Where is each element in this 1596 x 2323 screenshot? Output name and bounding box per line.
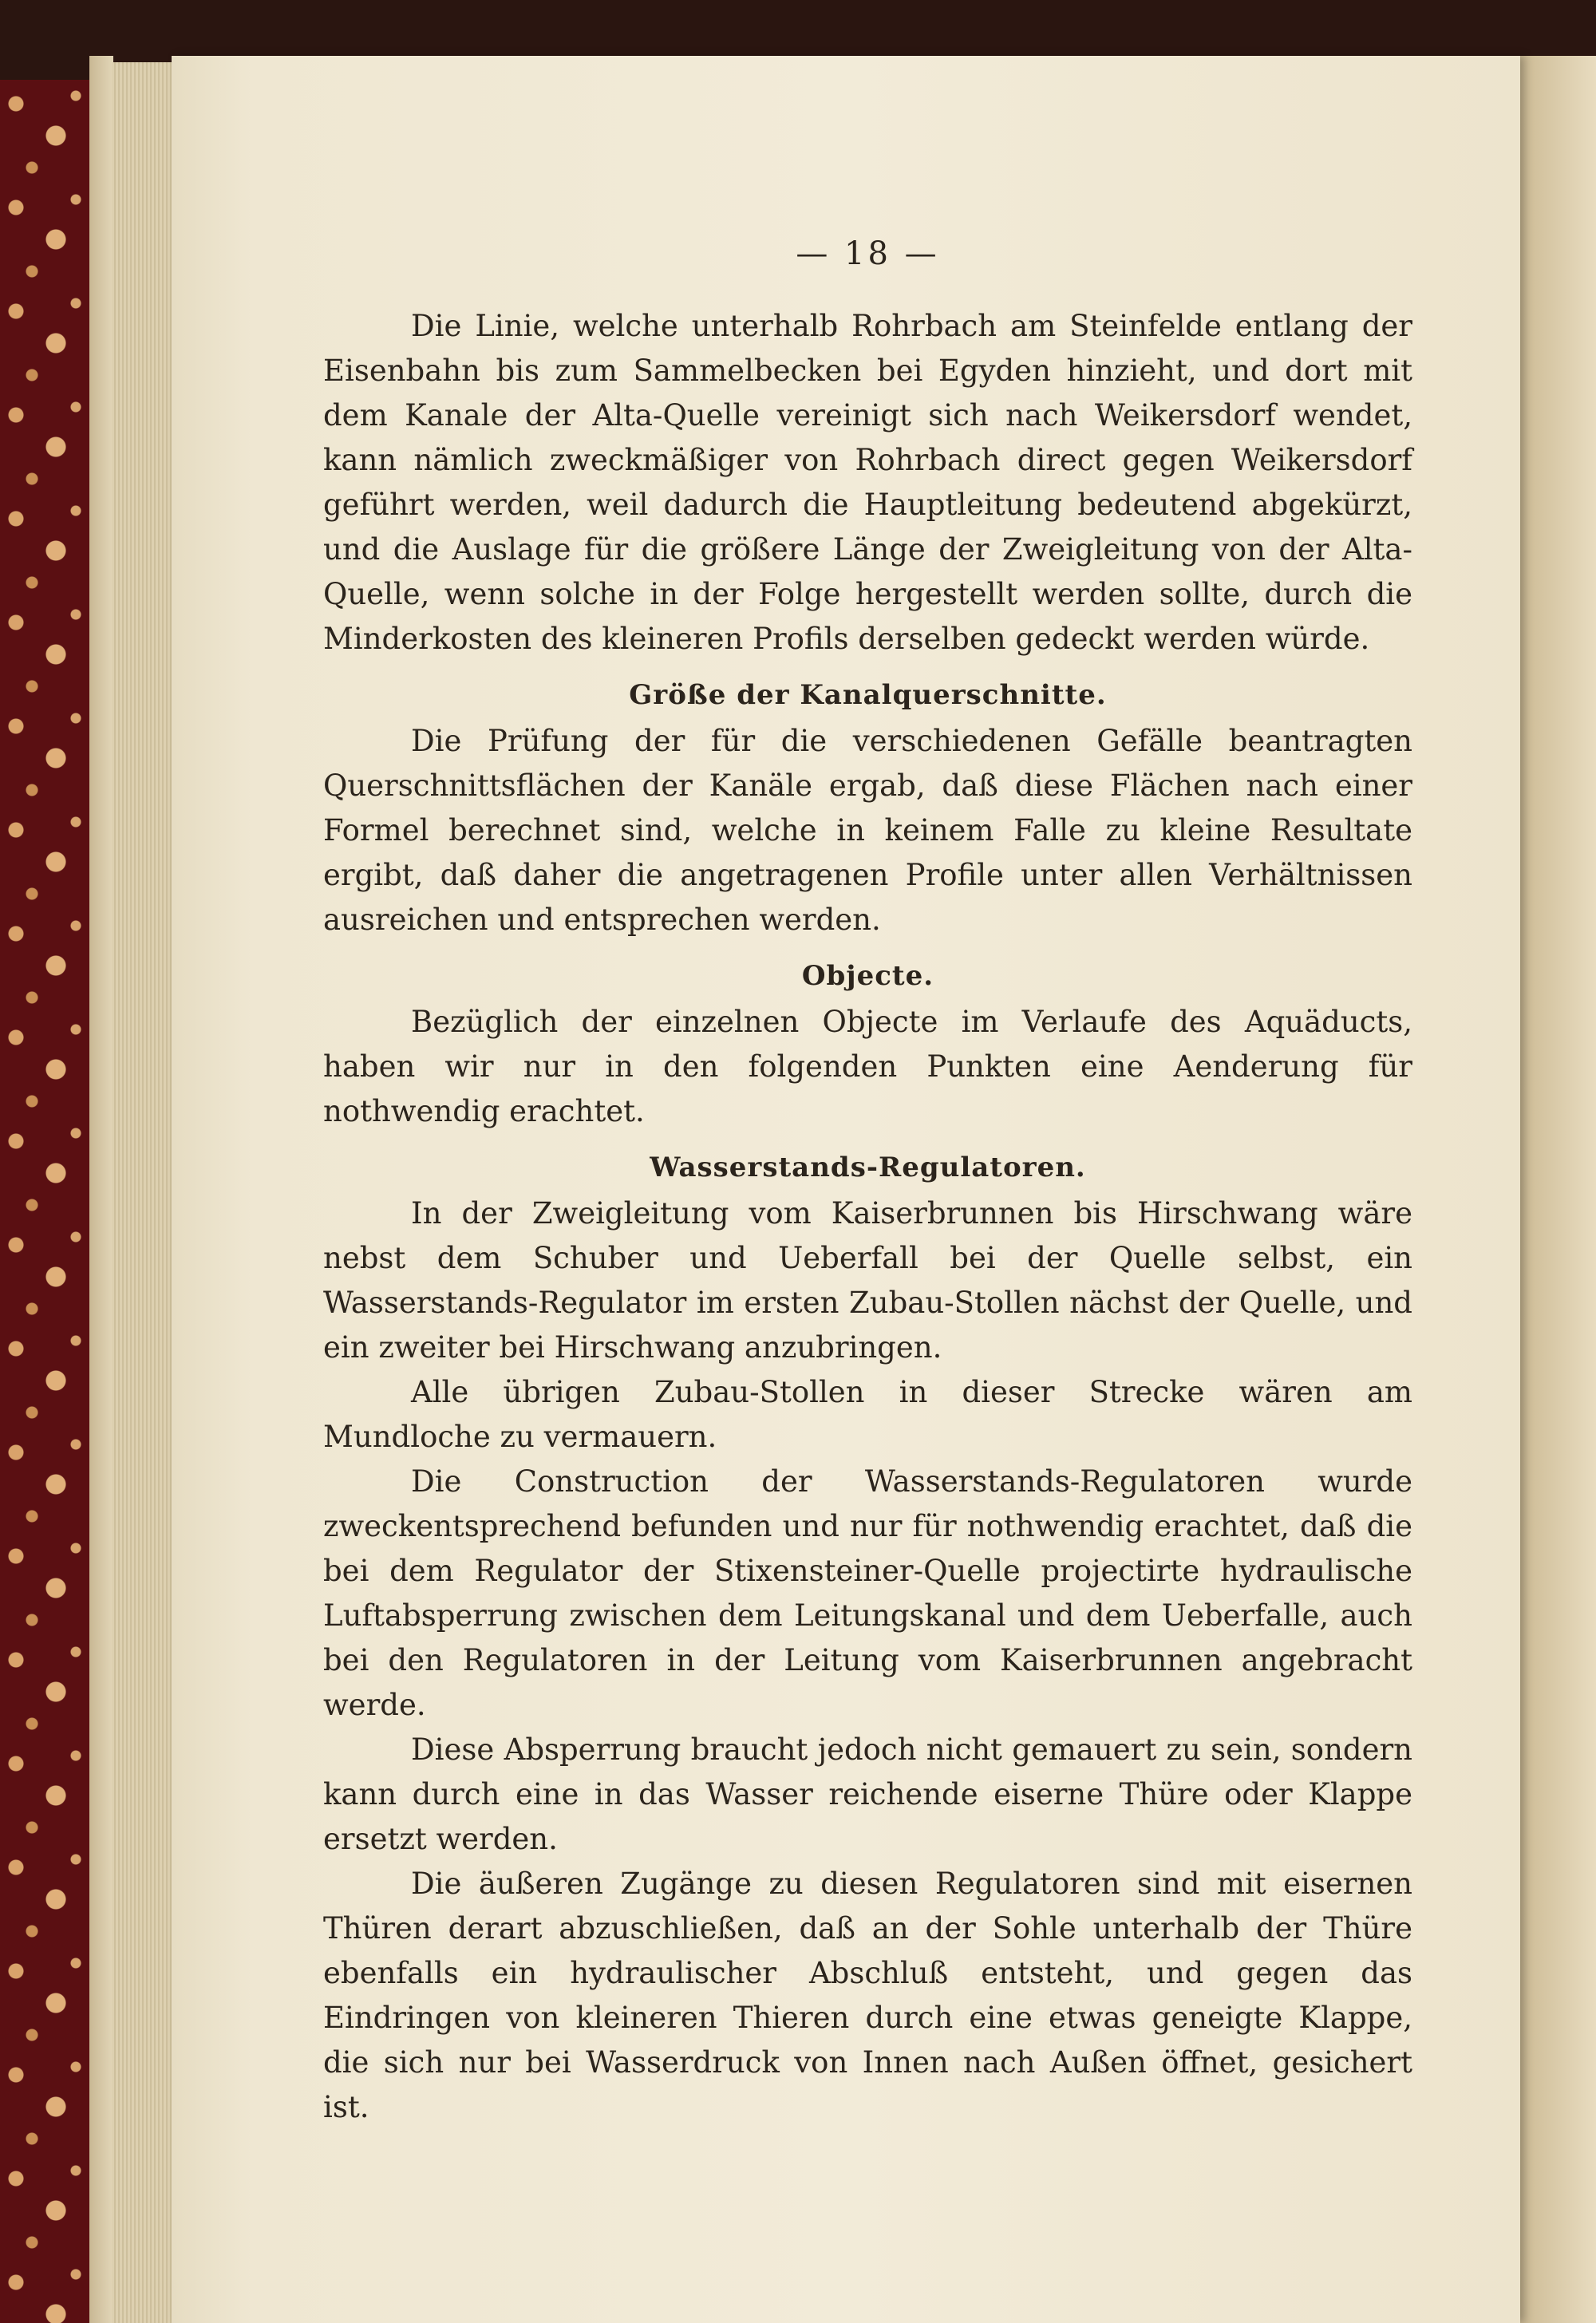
page-text — [323, 235, 1412, 2130]
paragraph-linie: Die Linie, welche unterhalb Rohrbach am Steinfelde entlang der Eisenbahn bis zum Sammelbecken bei Egyden hinzieht, und dort mit dem Kanale der Alta-Quelle vereinigt sich nach Weikersdorf wendet, kann nämlich zweckmäßiger von Rohrbach direct gegen Weikersdorf geführt werden, weil dadurch die Hauptleitung bedeutend abgekürzt, und die Auslage für die größere Länge der Zweigleitung von der Alta-Quelle, wenn solche in der Folge hergestellt werden sollte, durch die Minderkosten des kleineren Profils derselben gedeckt werden würde. — [323, 309, 1412, 656]
paragraph-construction: Die Construction der Wasserstands-Regulatoren wurde zweckentsprechend befunden und nur für nothwendig erachtet, daß die bei dem Regulator der Stixensteiner-Quelle projectirte hydraulische Luftabsperrung zwischen dem Leitungskanal und dem Ueberfalle, auch bei den Regulatoren in der Leitung vom Kaiserbrunnen angebracht werde. — [323, 1464, 1412, 1722]
paragraph-zugaenge: Die äußeren Zugänge zu diesen Regulatoren sind mit eisernen Thüren derart abzuschließen, daß an der Sohle unterhalb der Thüre ebenfalls ein hydraulischer Abschluß entsteht, und gegen das Eindringen von kleineren Thieren durch eine etwas geneigte Klappe, die sich nur bei Wasserdruck von Innen nach Außen öffnet, gesichert ist. — [323, 1867, 1412, 2124]
paragraph-absperrung: Diese Absperrung braucht jedoch nicht gemauert zu sein, sondern kann durch eine in das Wasser reichende eiserne Thüre oder Klappe ersetzt werden. — [323, 1732, 1412, 1856]
marbled-cover — [0, 80, 94, 2323]
paragraph-objecte: Bezüglich der einzelnen Objecte im Verlaufe des Aquäducts, haben wir nur in den folgenden Punkten eine Aenderung für nothwendig erachtet. — [323, 1005, 1412, 1128]
heading-kanalquerschnitte: Größe der Kanalquerschnitte. — [629, 679, 1107, 711]
heading-wasserstands-regulatoren: Wasserstands-Regulatoren. — [650, 1152, 1086, 1183]
right-page-edge — [1520, 56, 1596, 2323]
paragraph-zweigleitung: In der Zweigleitung vom Kaiserbrunnen bis Hirschwang wäre nebst dem Schuber und Ueberfall bei der Quelle selbst, ein Wasserstands-Regulator im ersten Zubau-Stollen nächst der Quelle, und ein zweiter bei Hirschwang anzubringen. — [323, 1196, 1412, 1365]
book-page — [172, 56, 1520, 2323]
paragraph-zubau-stollen: Alle übrigen Zubau-Stollen in dieser Strecke wären am Mundloche zu vermauern. — [323, 1375, 1412, 1454]
binding-edge — [89, 56, 113, 2323]
paragraph-pruefung: Die Prüfung der für die verschiedenen Gefälle beantragten Querschnittsflächen der Kanäle ergab, daß diese Flächen nach einer Formel berechnet sind, welche in keinem Falle zu kleine Resultate ergibt, daß daher die angetragenen Profile unter allen Verhältnissen ausreichen und entsprechen werden. — [323, 724, 1412, 937]
heading-objecte: Objecte. — [801, 960, 934, 992]
page-number: — 18 — — [796, 235, 940, 272]
